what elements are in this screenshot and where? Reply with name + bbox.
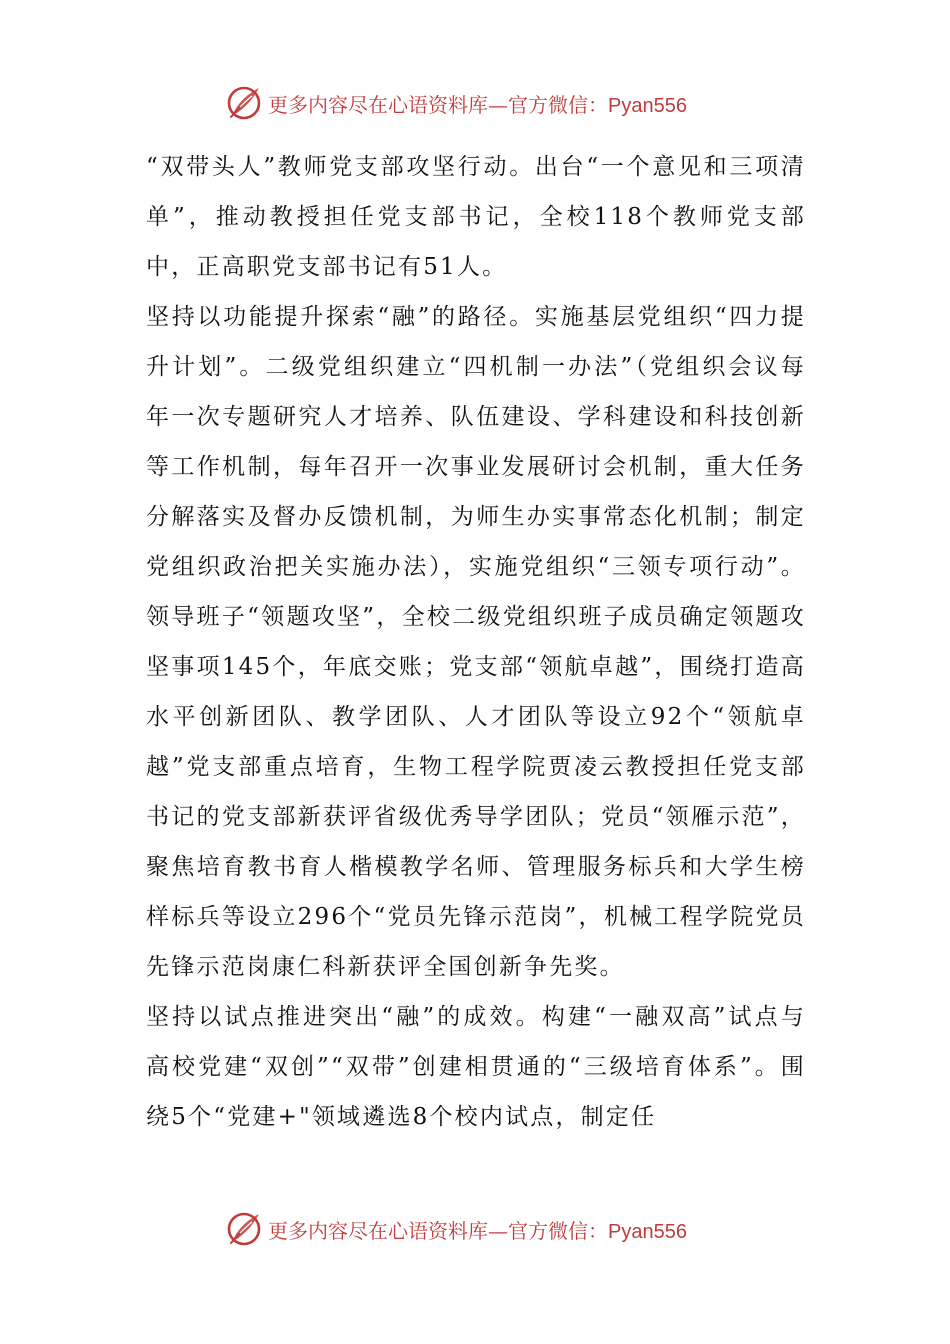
footer-banner — [224, 1207, 744, 1251]
paragraph-3: 坚持以试点推进突出“融”的成效。构建“一融双高”试点与高校党建“双创”“双带”创建相贯通的“三级培育体系”。围绕5个“党建+"领域遴选8个校内试点，制定任 — [146, 1004, 806, 1130]
paragraph-1: “双带头人”教师党支部攻坚行动。出台“一个意见和三项清单”，推动教授担任党支部书记，全校118个教师党支部中，正高职党支部书记有51人。 — [146, 154, 806, 280]
footer-banner-text — [268, 1215, 687, 1244]
header-wechat-id: Pyan556 — [608, 94, 687, 117]
document-body — [146, 142, 806, 1142]
feather-pen-logo-icon — [224, 83, 264, 123]
feather-pen-logo-icon — [224, 1209, 264, 1249]
footer-text: 更多内容尽在心语资料库—官方微信： — [268, 1218, 608, 1243]
paragraph-2: 坚持以功能提升探索“融”的路径。实施基层党组织“四力提升计划”。二级党组织建立“四机制一办法”（党组织会议每年一次专题研究人才培养、队伍建设、学科建设和科技创新等工作机制，每年召开一次事业发展研讨会机制，重大任务分解落实及督办反馈机制，为师生办实事常态化机制；制定党组织政治把关实施办法），实施党组织“三领专项行动”。领导班子“领题攻坚”，全校二级党组织班子成员确定领题攻坚事项145个，年底交账；党支部“领航卓越”，围绕打造高水平创新团队、教学团队、人才团队等设立92个“领航卓越”党支部重点培育，生物工程学院贾凌云教授担任党支部书记的党支部新获评省级优秀导学团队；党员“领雁示范”，聚焦培育教书育人楷模教学名师、管理服务标兵和大学生榜样标兵等设立296个“党员先锋示范岗”，机械工程学院党员先锋示范岗康仁科新获评全国创新争先奖。 — [146, 304, 806, 980]
footer-wechat-id: Pyan556 — [608, 1220, 687, 1243]
header-banner-text — [268, 89, 687, 118]
header-text: 更多内容尽在心语资料库—官方微信： — [268, 92, 608, 117]
header-banner — [224, 81, 744, 125]
